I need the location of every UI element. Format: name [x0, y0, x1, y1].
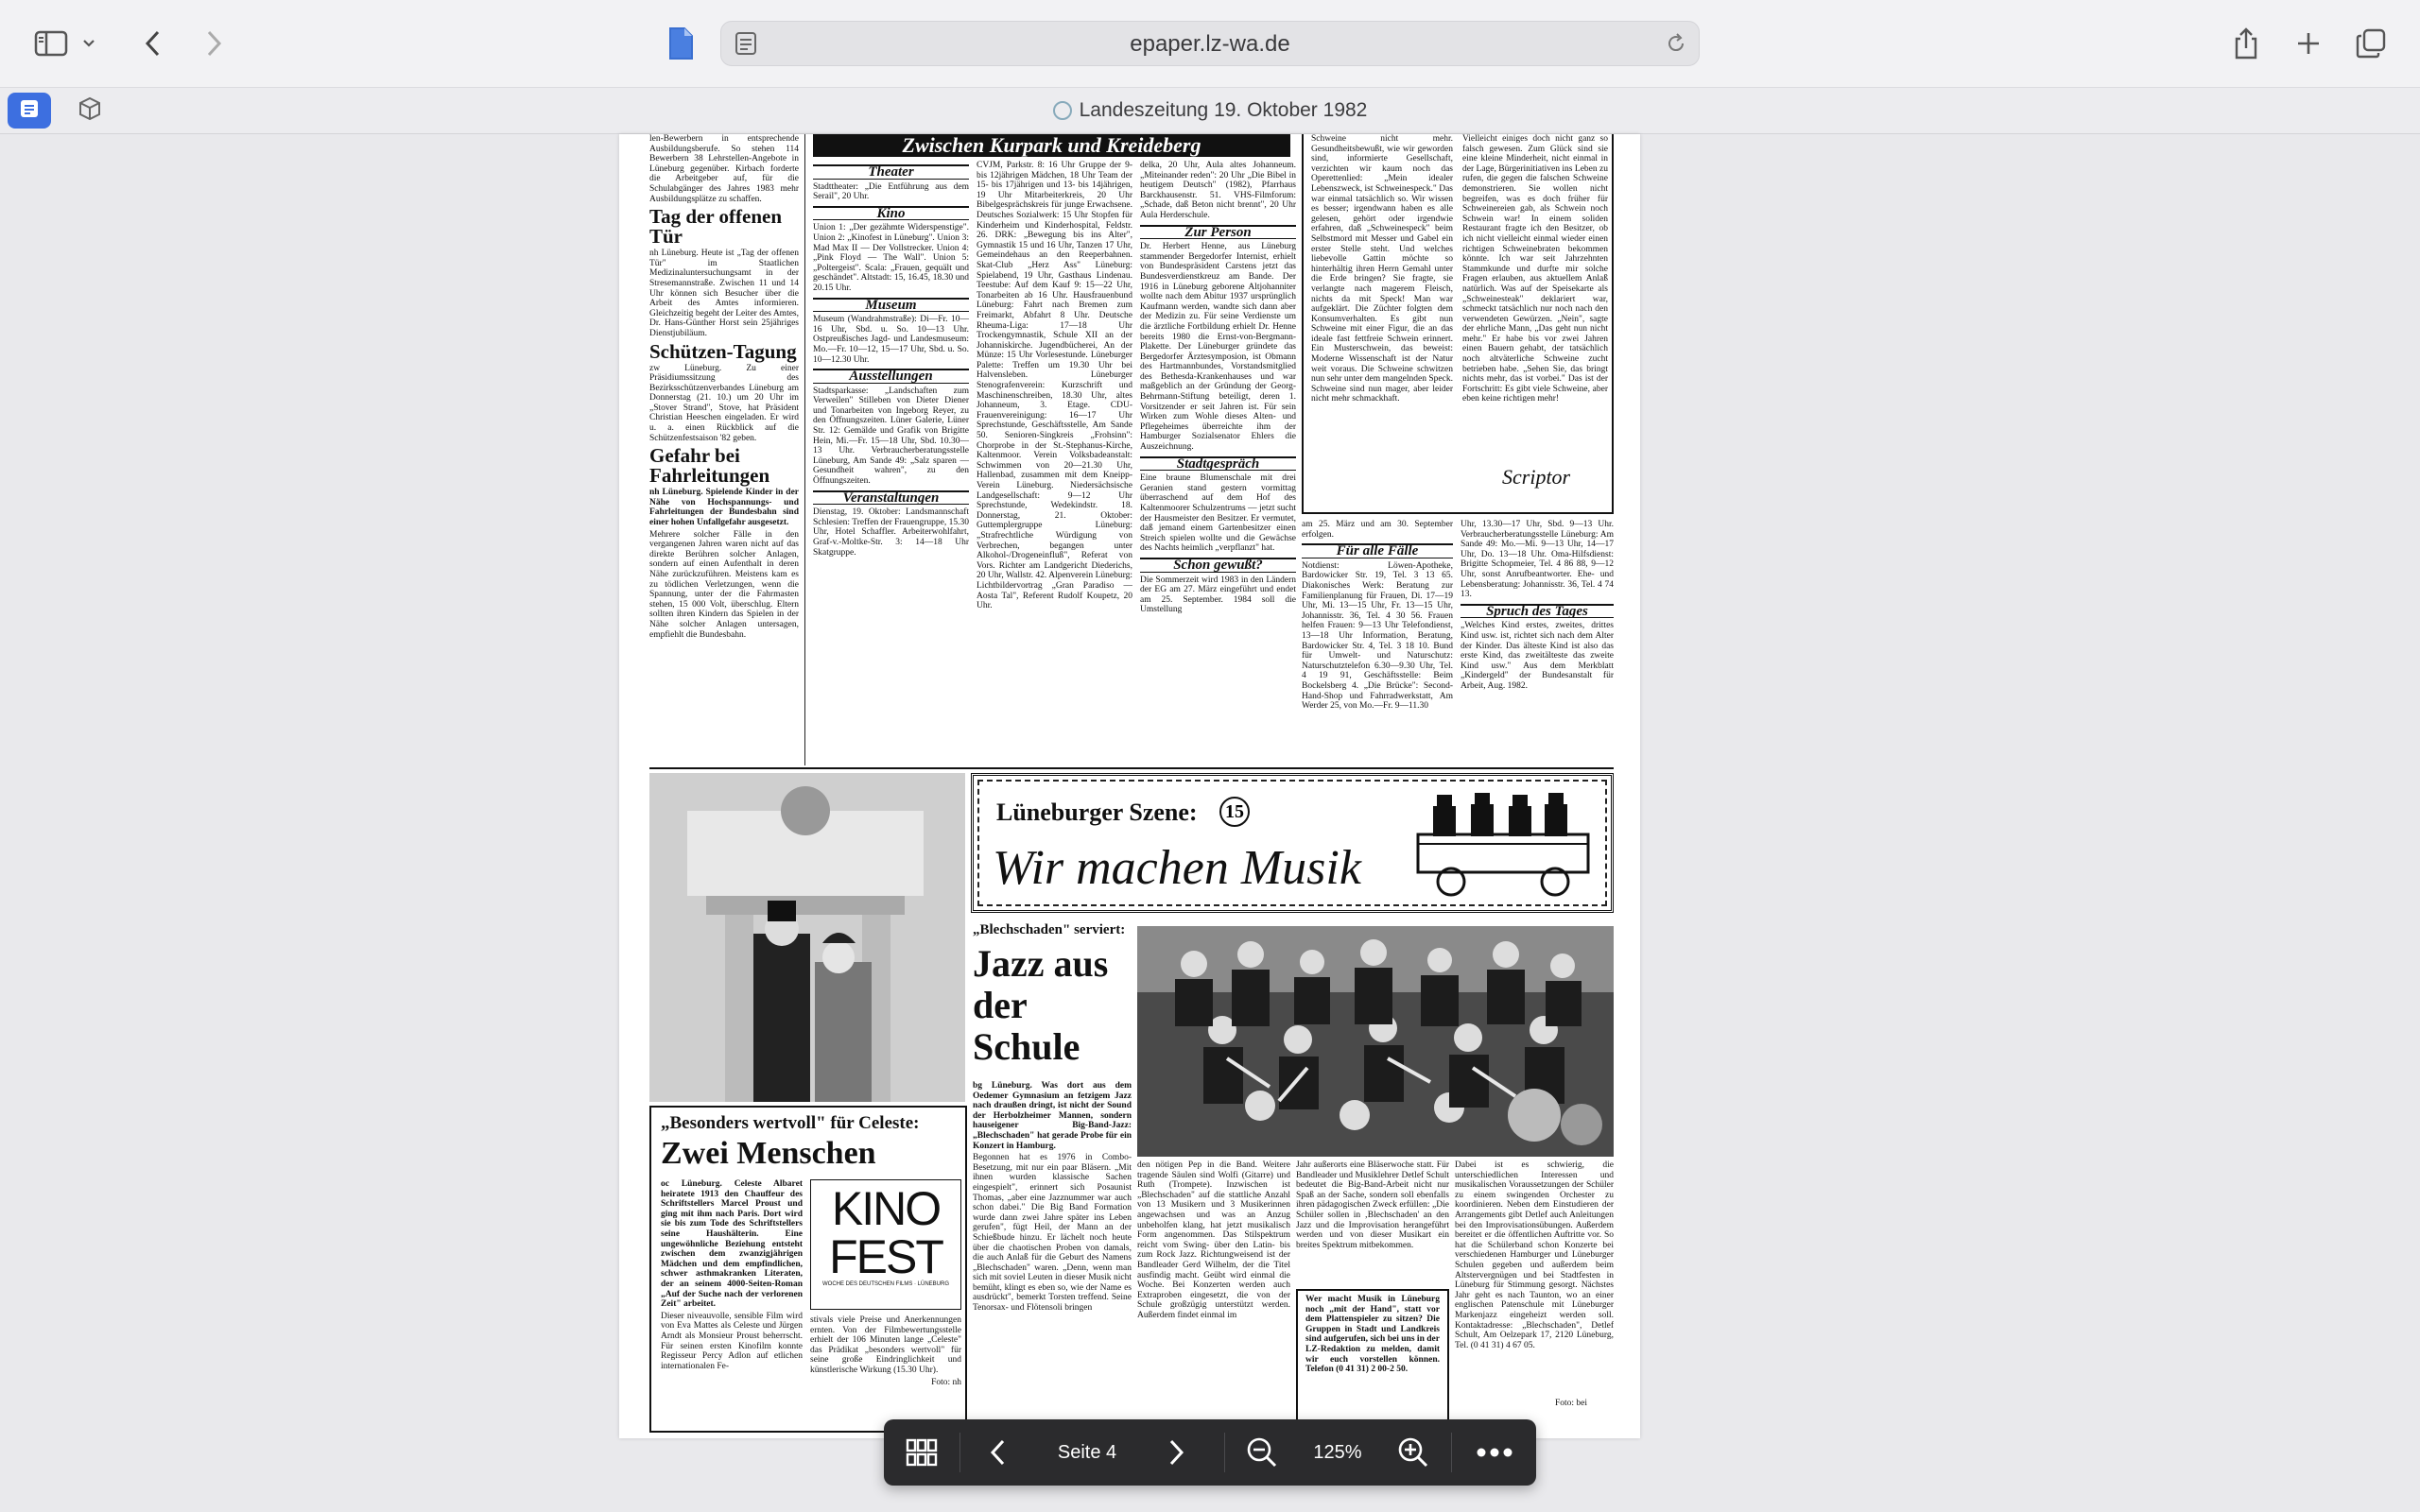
section-heading: Zur Person — [1140, 225, 1296, 240]
section-heading: Museum — [813, 298, 969, 313]
grid-view-icon[interactable] — [891, 1419, 952, 1486]
page-indicator: Seite 4 — [1057, 1441, 1117, 1463]
article-text: zw Lüneburg. Zu einer Präsidiumssitzung des Bezirksschützenverbandes Lüneburg am Donnerstag (21. 10.) um 20 Uhr im „Stover Strand", Stove, hat Präsident Christian Heeschen eingeladen. Er wird u. a. einen Rückblick auf die Schützenfestsaison '82 geben. — [649, 363, 799, 443]
article-text: Schweine nicht mehr. Gesundheitsbewußt, wie wir geworden sind, informierte Gesellschaft, verzichten wir kaum noch das Operettenlied: „Mein idealer Lebenszweck, ist Schweinespeck." Das war einmal tatsächlich so. Wir wissen es besser; irgendwann haben es alle gelesen, gehört oder irgendwie erfahren, daß „Schweinespeck" beim Selbstmord mit Messer und Gabel ein erster Stelle steht. Und welches liebevolle Gattin möchte so hinterhältig ihren Herrn Gemahl unter die Erde bringen? Sie fragte, sie verlangte nach magerem Fleisch, nichts da mit Speck! Man war aufgeklärt. Die Züchter folgten dem Konsumverhalten. Es gibt nun Schweine mit einer Figur, die an das ideale fast fettfreie Schwein erinnert. Ein Musterschwein, das beweist: Moderne Wissenschaft ist der Natur weit voraus. Die Schweine schwitzen nun sehr unter dem mangelnden Speck. Schweine sind nun mager, aber leider nicht mehr schmackhaft. — [1311, 134, 1453, 404]
zoom-out-icon[interactable] — [1232, 1419, 1292, 1486]
jazz-callout-box — [1296, 1289, 1449, 1429]
jazz-article-col-4 — [1455, 1160, 1614, 1419]
article-text: len-Bewerbern in entsprechende Ausbildungsberufe. So stehen 114 Bewerbern 38 Lehrstellen-Angebote in Lüneburg gegenüber. Kirbach forderte die Arbeitgeber auf, für die Schulabgänger des Jahres 1983 mehr Ausbildungsplätze zu schaffen. — [649, 134, 799, 204]
url-text: epaper.lz-wa.de — [1130, 31, 1290, 57]
back-icon[interactable] — [130, 21, 176, 66]
photo-credit: Foto: bei — [1555, 1399, 1588, 1408]
article-text: Dieser niveauvolle, sensible Film wird von Eva Mattes als Celeste und Jürgen Arndt als Monsieur Proust beherrscht. Für seinen ersten Kinofilm konnte Regisseur Percy Adlon auf etlichen internationalen Fe- — [661, 1311, 803, 1371]
jazz-article-col-3 — [1296, 1160, 1449, 1283]
commentary-col-1 — [1311, 134, 1453, 503]
horizontal-rule — [649, 767, 1614, 769]
left-column — [649, 134, 799, 764]
previous-page-icon[interactable] — [969, 1419, 1026, 1486]
kinofest-logo-line-1: KINO — [831, 1182, 941, 1235]
kinofest-logo-line-2: FEST — [829, 1230, 942, 1283]
article-headline: Gefahr bei Fahrleitungen — [649, 444, 770, 488]
events-column — [813, 161, 969, 765]
article-lead: bg Lüneburg. Was dort aus dem Oedemer Gymnasium an fetzigem Jazz nach draußen dringt, ist nicht der Sound der Herbolzheimer Mannen, sondern hauseigener Big-Band-Jazz: „Blechschaden" hat gerade Probe für ein Konzert in Hamburg. — [973, 1081, 1132, 1151]
series-number: 15 — [1219, 797, 1250, 827]
article-text: Vielleicht einiges doch nicht ganz so falsch gewesen. Zum Glück sind sie eine kleine Minderheit, nicht einmal in der Lage, Bürgerinitiativen ins Leben zu rufen, die gegen die falschen Schweine demonstrieren. Sie wollen nicht begreifen, was es doch früher für Schweinereien gab, als Schwein noch Schwein war! In einem soliden Restaurant fragte ich den Besitzer, ob ich nicht vielleicht einmal wieder einen richtigen Schweinebraten bekommen könnte. Ich war seit Jahrzehnten Stammkunde und durfte mir solche Fragen erlauben, aus aktuellem Anlaß natürlich. Was auf der Speisekarte als „Schweinesteak" deklariert war, schmeckt tatsächlich nur noch nach den verwendeten Gewürzen. „Nein", sagte der ehrliche Mann, „Das geht nun nicht mehr." Er habe bis vor zwei Jahren einen Bauern gehabt, der tatsächlich noch altväterliche Schweine zucht betrieben habe. „Sehen Sie, das bringt nichts mehr, das ist vorbei." Das ist der Fortschritt: Es gibt viele Schweine, aber eben keine richtigen mehr! — [1462, 134, 1608, 404]
document-icon[interactable] — [658, 21, 703, 66]
listing-text: Union 1: „Der gezähmte Widerspenstige". Union 2: „Kinofest in Lüneburg". Union 3: Mad Max II — Der Vollstrecker. Union 4: „Pink Floyd — The Wall". Union 5: „Poltergeist". Scala: „Frauen, gequält und geschändet". Altstadt: 15, 16.45, 18.30 und 20.15 Uhr. — [813, 223, 969, 293]
celeste-article-col-2 — [810, 1315, 961, 1431]
zoom-in-icon[interactable] — [1383, 1419, 1443, 1486]
article-text: Mehrere solcher Fälle in den vergangenen Jahren waren nicht auf das direkte Berühren solcher Anlagen, sondern auf einen Aufenthalt in deren Nähe zurückzuführen. Meistens kam es zu tödlichen Verletzungen, wenn die Spannung, unter der die Fahrmasten stehen, 15 000 Volt, überschlug. Eltern sollten ihren Kindern das Spielen in der Nähe solcher Anlagen untersagen, empfiehlt die Bundesbahn. — [649, 529, 799, 640]
section-banner: Zwischen Kurpark und Kreideberg — [813, 134, 1290, 157]
kinofest-logo — [810, 1179, 961, 1310]
next-page-icon[interactable] — [1149, 1419, 1205, 1486]
section-heading: Veranstaltungen — [813, 490, 969, 506]
callout-text: Wer macht Musik in Lüneburg noch „mit der Hand", statt vor dem Plattenspieler zu sitzen? Die Gruppen in Stadt und Landkreis sind aufgerufen, sich bei uns in der LZ-Redaktion zu melden, damit wir euch vorstellen können. Telefon (0 41 31) 2 00-2 50. — [1305, 1295, 1440, 1375]
section-heading: Theater — [813, 164, 969, 180]
cube-icon — [78, 96, 102, 126]
browser-toolbar — [0, 0, 2420, 87]
commentary-col-2 — [1462, 134, 1608, 460]
notices-column — [1302, 520, 1453, 765]
column-rule — [804, 134, 805, 765]
tab-active[interactable] — [0, 99, 2420, 122]
pdf-page — [619, 134, 1640, 1438]
forward-icon[interactable] — [191, 21, 236, 66]
big-band-photo — [1137, 926, 1614, 1157]
listing-text: CVJM, Parkstr. 8: 16 Uhr Gruppe der 9- bis 12jährigen Mädchen, 18 Uhr Team der 15- bis 17jährigen und 13- bis 14jährigen, 19 Uhr Mitarbeiterkreis, 20 Uhr Bibelgesprächskreis für junge Erwachsene. Deutsches Sozialwerk: 15 Uhr Stopfen für Kinderheim und Kinderhospital, Feldstr. 26. DRK: „Bewegung bis ins Alter", Gymnastik 15 und 16 Uhr, Tanzen 17 Uhr, Gemeindehaus an den Reeperbahnen. Skat-Club „Herz Ass" Lüneburg: Spielabend, 19 Uhr, Gasthaus Lindenau. Teestube: Auf dem Kauf 9: 15—22 Uhr, Tonarbeiten ab 16 Uhr. Hausfrauenbund Lüneburg: Fahrt nach Bremen zum Freimarkt, Abfahrt 8 Uhr. Deutsche Rheuma-Liga: 17—18 Uhr Trockengymnastik, Schule XII an der Johanniskirche. Jugendbücherei, An der Münze: 15 Uhr Vorlesestunde. Lüneburger Palette: Treffen um 19.30 Uhr bei Halvensleben. Lüneburger Stenografenverein: Kurzschrift und Maschinenschreiben, 18.30 Uhr, altes Johanneum, 3. Etage. CDU-Frauenvereinigung: 16—17 Uhr Sprechstunde, Geschäftsstelle, Am Sande 50. Senioren-Singkreis „Frohsinn": Chorprobe in der St.-Stephanus-Kirche, Kaltenmoor. Verein Volksbadeanstalt: Schwimmen von 20—21.30 Uhr, Hallenbad, zusammen mit dem Kneipp-Verein Lüneburg. Niedersächsische Landgesellschaft: 9—12 Uhr Sprechstunde, Wedekindstr. 18. Donnerstag, 21. Oktober: Guttemplergruppe Lüneburg: „Strafrechtliche Würdigung von Verbrechen, begangen unter Alkohol-/Drogeneinfluß", Referat von Vors. Richter am Landgericht Diederichs, 20 Uhr, Wallstr. 42. Alpenverein Lüneburg: Lichtbildervortrag „Gran Paradiso — Aosta Tal", Referent Rudolf Koupetz, 20 Uhr. — [977, 161, 1132, 611]
article-text: Dr. Herbert Henne, aus Lüneburg stammender Bergedorfer Internist, erhielt von Bundespräsident Carstens jetzt das Bundesverdienstkreuz am Bande. Der 1916 in Lüneburg geborene Altjohanniter wollte nach dem Abitur 1937 ursprünglich Kaufmann werden, wandte sich dann aber der Medizin zu. Für seine Verdienste um die ärztliche Fortbildung erhielt Dr. Henne bereits 1980 die Ernst-von-Bergmann-Plakette. Der Lüneburger gründete das Bergedorfer Ärztesymposion, ist Obmann des Hartmannbundes, Vorstandsmitglied des Bethesda-Krankenhauses und war maßgeblich an der Gründung der Georg-Behrmann-Stiftung beteiligt, deren 1. Vorsitzender er seit Jahren ist. Für sein Wirken zum Wohle dieses Alten- und Pflegeheimes überreichte ihm der Hamburger Sozialsenator Ehlers die Auszeichnung. — [1140, 242, 1296, 453]
section-heading: Für alle Fälle — [1302, 543, 1453, 558]
thumbnails-view-button[interactable] — [8, 93, 51, 129]
toolbar-divider — [1451, 1433, 1452, 1472]
listing-text: Stadtsparkasse: „Landschaften zum Verweilen" Stilleben von Dieter Diener und Tonarbeiten von Ingeborg Reyer, zu den Öffnungszeiten. Lüner Galerie, Lüner Str. 12: Gemälde und Grafik von Brigitte Hein, Mi.—Fr. 15—18 Uhr, Sbd. 10.30—13 Uhr. Verbraucherberatungsstelle Lüneburg, Am Sande 49: „Salz sparen — Gesundheit wahren", zu den Öffnungszeiten. — [813, 386, 969, 487]
tab-bar — [0, 87, 2420, 134]
chevron-down-icon[interactable] — [76, 21, 102, 66]
section-heading: Schon gewußt? — [1140, 558, 1296, 573]
article-text: nh Lüneburg. Spielende Kinder in der Nähe von Hochspannungs- und Fahrleitungen der Bundesbahn sind einer hohen Unfallgefahr ausgesetzt. — [649, 488, 799, 528]
list-icon — [19, 98, 40, 124]
signature: Scriptor — [1502, 465, 1571, 489]
article-headline: Tag der offenen Tür — [649, 205, 783, 249]
scene-title: Wir machen Musik — [993, 841, 1361, 895]
scene-banner-box — [971, 773, 1614, 913]
more-options-icon[interactable] — [1461, 1419, 1529, 1486]
section-heading: Spruch des Tages — [1461, 604, 1614, 619]
carriage-illustration-icon — [1409, 787, 1598, 903]
article-headline: Schützen-Tagung — [649, 339, 797, 363]
photo-credit: Foto: nh — [931, 1377, 961, 1387]
toolbar-divider — [959, 1433, 960, 1472]
tab-overview-icon[interactable] — [2348, 21, 2394, 66]
jazz-headline: Jazz aus der Schule — [973, 942, 1109, 1068]
article-text: Dabei ist es schwierig, die unterschiedlichen Interessen und musikalischen Voraussetzungen der Schüler zu einem swingenden Orchester zu koordinieren. Neben dem Einstudieren der Arrangements gibt Detlef auch Anleitungen bei den Improvisationsübungen. Außerdem bereitet er die öffentlichen Auftritte vor. So hat die Schülerband schon Konzerte bei verschiedenen Hamburger und Lüneburger Schulen gegeben und außerdem beim Altstervergnügen und bei Stadtfesten in Lüneburg für Stimmung gesorgt. Nächstes Jahr geht es nach Taunton, wo an einer englischen Patenschule mit Lüneburger Markenjazz eingeheizt werden soll. Kontaktadresse: „Blechschaden", Detlef Schult, Am Oelzepark 17, 2120 Lüneburg, Tel. (0 41 31) 4 67 05. — [1455, 1160, 1614, 1350]
jazz-article-col-2 — [1137, 1160, 1290, 1433]
jazz-kicker: „Blechschaden" serviert: — [973, 922, 1126, 937]
jazz-article-col-1 — [973, 1081, 1132, 1433]
article-text: den nötigen Pep in die Band. Weitere tragende Säulen sind Wolfi (Gitarre) und Ruth (Trompete). Inzwischen ist „Blechschaden" auf die stattliche Anzahl von 13 Musikern und 3 Musikerinnen angewachsen und was an Anzug unbeholfen klang, hat jetzt musikalisch Form angenommen. Das Stilspektrum reicht vom Swing- über den Latin- bis zum Rock Jazz. Richtungweisend ist der Bandleader Gerd Wilhelm, der die Titel ausfindig macht. Geübt wird einmal die Woche. Bei Konzerten werden auch Extraproben eingesetzt, die von der Schule großzügig unterstützt werden. Außerdem findet einmal im — [1137, 1160, 1290, 1320]
article-text: nh Lüneburg. Heute ist „Tag der offenen Tür" im Staatlichen Medizinaluntersuchungsamt in der Stresemannstraße. Zwischen 11 und 14 Uhr können sich Besucher über die Arbeit des Amtes informieren. Gleichzeitig begeht der Leiter des Amtes, Dr. Hans-Günther Horst sein 25jähriges Dienstjubiläum. — [649, 249, 799, 338]
site-favicon-icon — [1053, 101, 1072, 120]
reload-icon[interactable] — [1665, 32, 1687, 60]
kinofest-logo-sub: WOCHE DES DEUTSCHEN FILMS · LÜNEBURG — [821, 1281, 949, 1287]
article-text: Eine braune Blumenschale mit drei Geranien stand gestern vormittag überraschend auf dem Hof des Kaltenmoorer Schulzentrums — jetzt sucht der Hausmeister den Besitzer. Er vermutet, daß jemand einem Gartenbesitzer einen Streich spielen wollte und die Gewächse des Nachts heimlich „verpflanzt" hat. — [1140, 473, 1296, 554]
listing-text: Dienstag, 19. Oktober: Landsmannschaft Schlesien: Treffen der Frauengruppe, 15.30 Uhr, Hotel Schaffler. Arbeiterwohlfahrt, Graf-v.-Moltke-Str. 3: 14—18 Uhr Skatgruppe. — [813, 507, 969, 558]
article-text: Die Sommerzeit wird 1983 in den Ländern der EG am 27. März eingeführt und endet am 25. September. 1984 soll die Umstellung — [1140, 575, 1296, 615]
listing-text: Museum (Wandrahmstraße): Di—Fr. 10—16 Uhr, Sbd. u. So. 10—13 Uhr. Ostpreußisches Jagd- und Landesmuseum: Mo.—Fr. 10—12, 15—17 Uhr, Sbd. u. So. 10—12.30 Uhr. — [813, 315, 969, 365]
celeste-film-photo — [649, 773, 965, 1102]
celeste-article-col-1 — [661, 1179, 803, 1429]
listing-text: Stadttheater: „Die Entführung aus dem Serail", 20 Uhr. — [813, 181, 969, 202]
scene-kicker: Lüneburger Szene: — [996, 799, 1198, 826]
share-icon[interactable] — [2223, 21, 2269, 66]
events-column-2 — [977, 161, 1132, 765]
new-tab-icon[interactable] — [2286, 21, 2331, 66]
celeste-headline: Zwei Menschen — [661, 1136, 876, 1171]
article-text: Begonnen hat es 1976 in Combo-Besetzung, mit nur ein paar Bläsern. „Mit ihnen wurden klassische Sachen eingespielt", erinnert sich Posaunist Thomas, „aber eine Jazznummer war auch schon dabei." Die Big Band Formation wurde dann zwei Jahre später ins Leben gerufen", fügt Heil, der Mann an der Schießbude hinzu. Er lächelt noch heute über die chaotischen Proben von damals, die auch Anlaß für die Geburt des Namens „Blechschaden" waren. „Denn, wenn man sich mit soviel Leuten in dieser Musik nicht bemüht, klingt es eben so, wie der Name es ausdrückt", bemerkt Torsten treffend. Seine Tenorsax- und Flötensoli bringen — [973, 1153, 1132, 1314]
section-heading: Ausstellungen — [813, 369, 969, 384]
listing-text: Notdienst: Löwen-Apotheke, Bardowicker Str. 19, Tel. 3 13 65. Diakonisches Werk: Beratung zur Familienplanung für Frauen, Di. 17—19 Uhr, Mi. 13—15 Uhr, Fr. 13—15 Uhr, Johannisstr. 36, Tel. 4 30 56. Frauen helfen Frauen: 9—13 Uhr Telefondienst, 13—18 Uhr Information, Beratung, Bardowicker Str. 4, Tel. 3 18 10. Bund für Umwelt- und Naturschutz: Naturschutztelefon 6.30—9.30 Uhr, Tel. 4 19 91, Geschäftsstelle: Beim Bockelsberg 4. „Die Brücke": Second-Hand-Shop und Fahrradwerkstatt, Am Werder 25, von Mo.—Fr. 9—11.30 — [1302, 560, 1453, 712]
person-column — [1140, 161, 1296, 765]
section-heading: Kino — [813, 206, 969, 221]
celeste-article-box — [649, 1106, 967, 1433]
article-lead: oc Lüneburg. Celeste Albaret heiratete 1913 den Chauffeur des Schriftstellers Marcel Proust und ging mit ihm nach Paris. Dort wird sie bis zum Tode des Schriftstellers seine Haushälterin. Eine ungewöhnliche Beziehung entsteht zwischen dem zwanzigjährigen Mädchen und dem empfindlichen, schwer asthmakranken Literaten, der an seinem 4000-Seiten-Roman „Auf der Suche nach der verlorenen Zeit" arbeitet. — [661, 1179, 803, 1310]
commentary-box — [1302, 134, 1614, 514]
article-text: Jahr außerorts eine Bläserwoche statt. Für Bandleader und Musiklehrer Detlef Schult bedeutet die Big-Band-Arbeit nicht nur Spaß an der Sache, sondern soll ebenfalls ihren pädagogischen Zweck erfüllen: „Die Schüler sollen in ‚Blechschaden' an den Jazz und die Improvisation herangeführt werden und von dieser Musikart ein breites Spektrum mitbekommen. — [1296, 1160, 1449, 1250]
article-text: stivals viele Preise und Anerkennungen ernten. Von der Filmbewertungsstelle erhielt der 106 Minuten lange „Celeste" das Prädikat „besonders wertvoll" für seine große Eindringlichkeit und künstlerische Wirkung (15.30 Uhr). — [810, 1315, 961, 1375]
zoom-level: 125% — [1313, 1441, 1362, 1463]
celeste-kicker: „Besonders wertvoll" für Celeste: — [661, 1113, 920, 1133]
extension-button[interactable] — [68, 93, 112, 129]
article-text: „Welches Kind erstes, zweites, drittes Kind usw. ist, richtet sich nach dem Alter der Kinder. Das älteste Kind ist also das erste Kind, das zweitälteste das zweite Kind usw." Aus dem Merkblatt „Kindergeld" der Bundesanstalt für Arbeit, Aug. 1982. — [1461, 621, 1614, 691]
tab-title-text: Landeszeitung 19. Oktober 1982 — [1079, 99, 1368, 121]
address-bar[interactable] — [720, 21, 1700, 66]
sidebar-toggle-icon[interactable] — [28, 21, 74, 66]
section-heading: Stadtgespräch — [1140, 456, 1296, 472]
article-text: am 25. März und am 30. September erfolgen. — [1302, 520, 1453, 540]
listing-text: delka, 20 Uhr, Aula altes Johanneum. „Miteinander reden": 20 Uhr „Die Bibel in heutigem Deutsch" (1982), Pfarrhaus Barckhausenstr. 51. VHS-Filmforum: „Schade, daß Beton nicht brennt", 20 Uhr Aula Herderschule. — [1140, 161, 1296, 220]
notices-column-2 — [1461, 520, 1614, 765]
pdf-toolbar — [884, 1419, 1536, 1486]
listing-text: Uhr, 13.30—17 Uhr, Sbd. 9—13 Uhr. Verbraucherberatungsstelle Lüneburg: Am Sande 49: Mo.—Mi. 9—13 Uhr, 14—17 Uhr, Do. 13—18 Uhr. Oma-Hilfsdienst: Brigitte Schopmeier, Tel. 4 86 88, 9—12 Uhr, sonst Anrufbeantworter. Ehe- und Lebensberatung: Johannisstr. 36, Tel. 4 74 13. — [1461, 520, 1614, 600]
toolbar-divider — [1224, 1433, 1225, 1472]
